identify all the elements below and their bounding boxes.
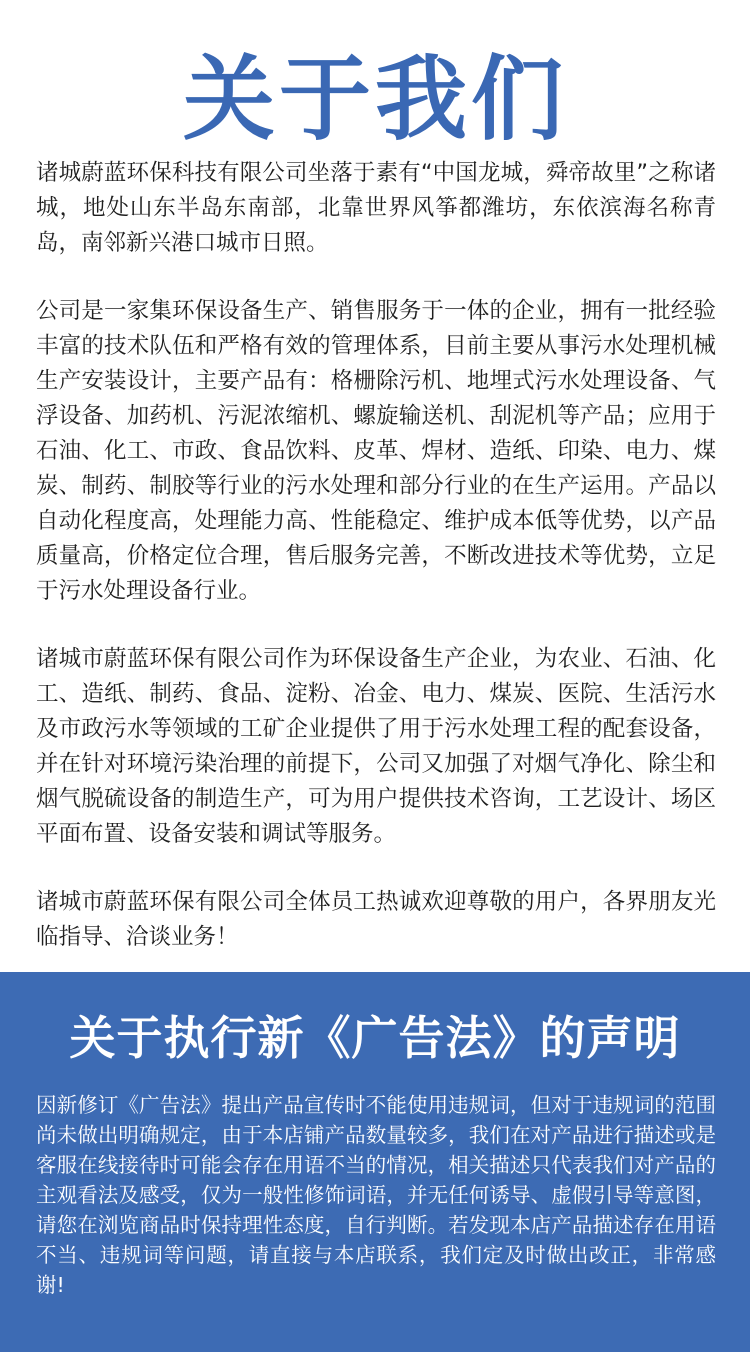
advertising-law-notice-section	[0, 972, 750, 1352]
welcome-paragraph: 诸城市蔚蓝环保有限公司全体员工热诚欢迎尊敬的用户，各界朋友光临指导、洽谈业务！	[36, 889, 716, 950]
company-profile-paragraph: 公司是一家集环保设备生产、销售服务于一体的企业，拥有一批经验丰富的技术队伍和严格有效的管理体系，目前主要从事污水处理机械生产安装设计，主要产品有：格栅除污机、地埋式污水处理设备、气浮设备、加药机、污泥浓缩机、螺旋输送机、刮泥机等产品；应用于石油、化工、市政、食品饮料、皮革、焊材、造纸、印染、电力、煤炭、制药、制胶等行业的污水处理和部分行业的在生产运用。产品以自动化程度高，处理能力高、性能稳定、维护成本低等优势，以产品质量高，价格定位合理，售后服务完善，不断改进技术等优势，立足于污水处理设备行业。	[36, 298, 716, 604]
about-us-title: 关于我们	[182, 46, 567, 153]
company-services-paragraph: 诸城市蔚蓝环保有限公司作为环保设备生产企业，为农业、石油、化工、造纸、制药、食品、淀粉、冶金、电力、煤炭、医院、生活污水及市政污水等领域的工矿企业提供了用于污水处理工程的配套设备，并在针对环境污染治理的前提下，公司又加强了对烟气净化、除尘和烟气脱硫设备的制造生产，可为用户提供技术咨询，工艺设计、场区平面布置、设备安装和调试等服务。	[36, 646, 716, 847]
notice-body: 因新修订《广告法》提出产品宣传时不能使用违规词，但对于违规词的范围尚未做出明确规定，由于本店铺产品数量较多，我们在对产品进行描述或是客服在线接待时可能会存在用语不当的情况，相关描述只代表我们对产品的主观看法及感受，仅为一般性修饰词语，并无任何诱导、虚假引导等意图，请您在浏览商品时保持理性态度，自行判断。若发现本店产品描述存在用语不当、违规词等问题，请直接与本店联系，我们定及时做出改正，非常感谢!	[36, 1093, 716, 1297]
about-us-body	[36, 156, 716, 988]
notice-title: 关于执行新《广告法》的声明	[69, 1011, 681, 1065]
company-location-paragraph: 诸城蔚蓝环保科技有限公司坐落于素有“中国龙城，舜帝故里”之称诸城，地处山东半岛东南部，北靠世界风筝都潍坊，东依滨海名称青岛，南邻新兴港口城市日照。	[36, 160, 716, 256]
